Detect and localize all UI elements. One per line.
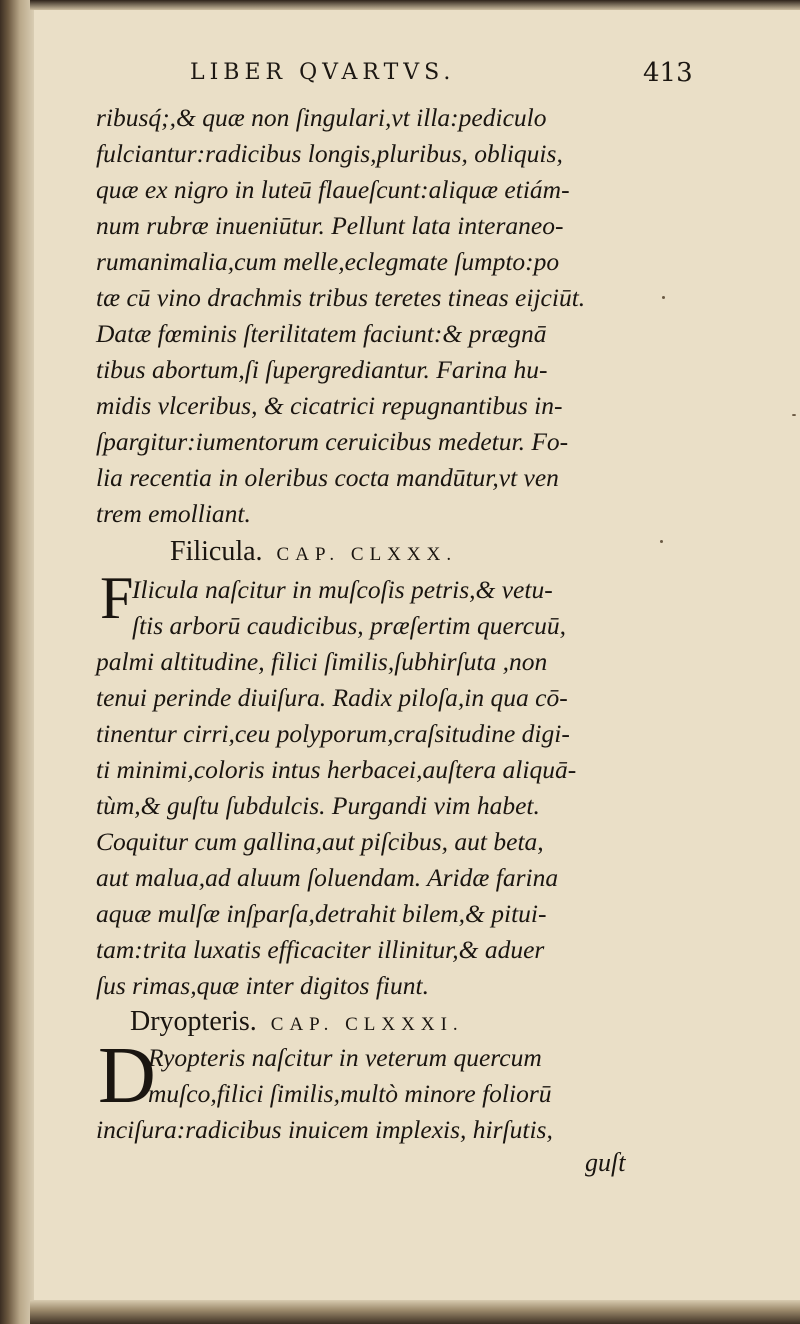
text-line: Datæ fœminis ſterilitatem faciunt:& prægnā [96,319,547,348]
text-line: tam:trita luxatis efficaciter illinitur,& aduer [96,935,545,964]
chapter-name: Dryopteris. [130,1006,257,1037]
paper-speck [662,296,665,299]
chapter-number: CAP. CLXXXI. [270,1014,464,1035]
paper-speck [660,540,663,543]
text-line: Ryopteris naſcitur in veterum quercum [148,1043,542,1072]
text-line: tibus abortum,ſi ſupergrediantur. Farina hu- [96,355,548,384]
text-line: midis vlceribus, & cicatrici repugnantibus in- [96,391,563,420]
drop-cap-f: F [100,565,134,631]
text-line: lia recentia in oleribus cocta mandūtur,vt ven [96,463,559,492]
text-line: ti minimi,coloris intus herbacei,auſtera aliquā- [96,755,577,784]
text-line: tæ cū vino drachmis tribus teretes tineas eijciūt. [96,283,586,312]
text-line: Coquitur cum gallina,aut piſcibus, aut beta, [96,827,544,856]
page-top-edge [30,0,800,10]
paper-speck [792,414,796,416]
chapter-name: Filicula. [170,536,263,567]
text-line: quæ ex nigro in luteū flaueſcunt:aliquæ etiám- [96,175,570,204]
continuation-paragraph [96,100,656,532]
text-line: aut malua,ad aluum ſoluendam. Aridæ farina [96,863,559,892]
text-line: tinentur cirri,ceu polyporum,craſsitudine digi- [96,719,570,748]
filicula-paragraph [96,572,656,1004]
text-line: ſtis arborū caudicibus, præſertim quercuū, [132,611,566,640]
drop-cap-d: D [98,1032,156,1120]
text-line: tùm,& guſtu ſubdulcis. Purgandi vim habet. [96,791,540,820]
text-line: Ilicula naſcitur in muſcoſis petris,& vetu- [132,575,553,604]
chapter-number: CAP. CLXXX. [276,544,458,565]
catchword: guſt [585,1148,626,1177]
text-line: ſus rimas,quæ inter digitos fiunt. [96,971,429,1000]
text-line: palmi altitudine, filici ſimilis,ſubhirſuta ,non [96,647,548,676]
text-line: ſpargitur:iumentorum ceruicibus medetur. Fo- [96,427,569,456]
text-line: tenui perinde diuiſura. Radix piloſa,in qua cō- [96,683,568,712]
text-line: rumanimalia,cum melle,eclegmate ſumpto:po [96,247,560,276]
text-line: inciſura:radicibus inuicem implexis, hirſutis, [96,1115,553,1144]
book-gutter [0,0,34,1324]
text-line: trem emolliant. [96,499,251,528]
text-line: num rubræ inueniūtur. Pellunt lata interaneo- [96,211,564,240]
text-line: ribusq́;,& quæ non ſingulari,vt illa:pediculo [96,103,547,132]
running-title: LIBER QVARTVS. [190,60,456,85]
chapter-heading-filicula [170,536,457,568]
page-bottom-edge [30,1300,800,1324]
dryopteris-paragraph [96,1040,656,1148]
chapter-heading-dryopteris [130,1006,464,1038]
text-line: aquæ mulſæ inſparſa,detrahit bilem,& pitui- [96,899,547,928]
text-line: muſco,filici ſimilis,multò minore foliorū [148,1079,552,1108]
page-number: 413 [643,58,693,88]
text-line: fulciantur:radicibus longis,pluribus, obliquis, [96,139,563,168]
